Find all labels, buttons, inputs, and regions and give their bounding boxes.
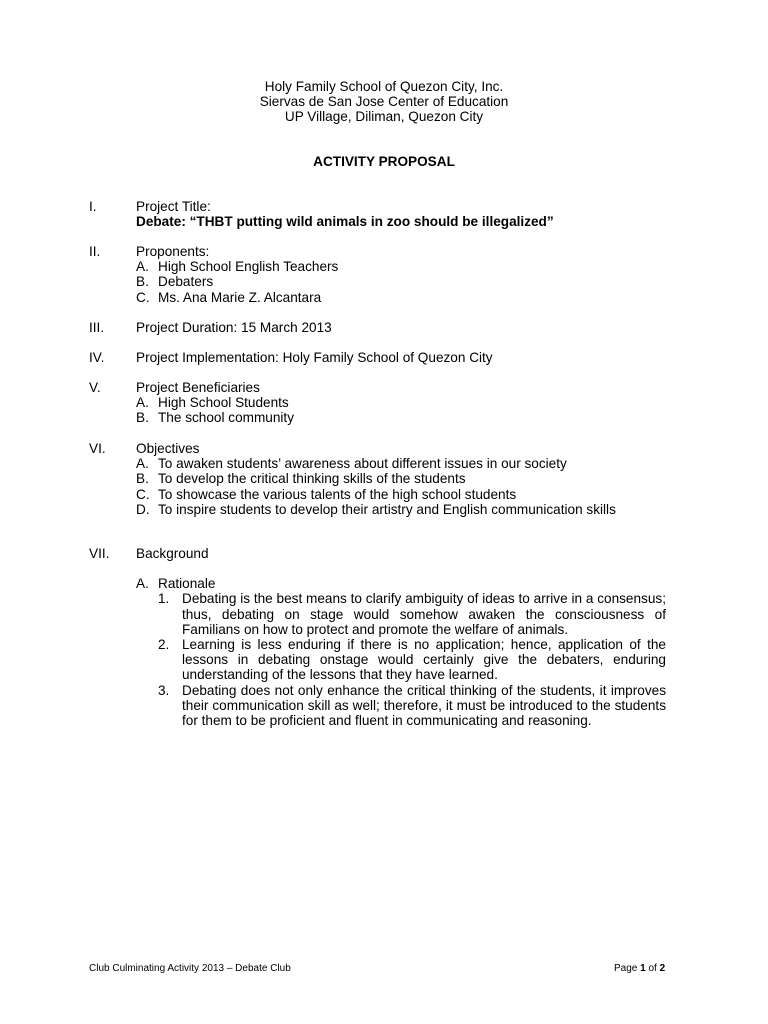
project-duration-text: Project Duration: 15 March 2013 <box>136 320 332 335</box>
rationale-item-text: Debating is the best means to clarify ambiguity of ideas to arrive in a consensus; thus, debating on stage would somehow awaken the consciousness of Familians on how to protect and promote the welfare of animals. <box>182 591 666 637</box>
school-address: UP Village, Diliman, Quezon City <box>284 109 484 125</box>
list-item <box>136 487 708 502</box>
project-implementation-text: Project Implementation: Holy Family School of Quezon City <box>136 350 493 365</box>
list-item-text: To inspire students to develop their artistry and English communication skills <box>158 501 616 517</box>
rationale-item <box>158 683 666 729</box>
list-item-text: The school community <box>158 410 294 426</box>
section-background <box>89 546 709 761</box>
list-item-text: Debaters <box>158 274 214 290</box>
section-project-title <box>89 199 709 230</box>
section-heading: Proponents: <box>136 244 210 259</box>
section-number: III. <box>89 320 105 335</box>
section-number: VI. <box>89 441 106 456</box>
current-page: 1 <box>640 963 646 974</box>
section-objectives <box>89 441 709 517</box>
list-item-label: A. <box>136 259 149 275</box>
rationale-item-text: Debating does not only enhance the critical thinking of the students, it improves their communication skill as well; therefore, it must be introduced to the students for them to be proficient and fluent in communicating and reasoning. <box>182 682 666 728</box>
section-heading: Objectives <box>136 441 200 456</box>
list-item-text: High School Students <box>158 395 289 411</box>
school-subtitle: Siervas de San Jose Center of Education <box>259 94 509 110</box>
section-project-implementation <box>89 350 709 366</box>
list-item-text: To showcase the various talents of the high school students <box>158 486 517 502</box>
section-heading: Project Title: <box>136 199 211 214</box>
section-heading: Background <box>136 546 209 561</box>
list-item-label: C. <box>136 289 150 305</box>
list-item <box>136 395 708 410</box>
list-item-text: To develop the critical thinking skills of the students <box>158 471 466 487</box>
list-item <box>136 259 708 274</box>
list-item-label: B. <box>136 471 149 487</box>
list-item-label: A. <box>136 456 149 472</box>
list-item-label: D. <box>136 501 150 517</box>
project-title-value: Debate: “THBT putting wild animals in zoo should be illegalized” <box>136 214 554 230</box>
rationale-item-number: 2. <box>158 636 170 652</box>
rationale-list <box>158 591 666 728</box>
page-mid: of <box>645 963 660 974</box>
section-proponents <box>89 244 709 305</box>
list-item-text: To awaken students’ awareness about different issues in our society <box>158 456 567 472</box>
list-item-label: C. <box>136 486 150 502</box>
section-project-beneficiaries <box>89 380 709 426</box>
list-item <box>136 290 708 305</box>
list-item <box>136 274 708 289</box>
school-header <box>0 79 768 125</box>
section-number: I. <box>89 199 97 214</box>
section-number: II. <box>89 244 101 259</box>
rationale-item-number: 1. <box>158 591 170 607</box>
list-item-label: A. <box>136 395 149 411</box>
school-name: Holy Family School of Quezon City, Inc. <box>264 79 504 94</box>
footer-club-text: Club Culminating Activity 2013 – Debate Club <box>89 963 291 974</box>
rationale-item <box>158 591 666 637</box>
list-item <box>136 456 708 471</box>
list-item-label: B. <box>136 410 149 426</box>
subsection-heading-row <box>136 576 708 591</box>
subsection-heading: Rationale <box>158 576 216 592</box>
footer-page-number <box>614 963 665 975</box>
list-item <box>136 410 708 425</box>
section-project-duration <box>89 320 709 336</box>
page-prefix: Page <box>614 963 641 974</box>
rationale-item-number: 3. <box>158 682 170 698</box>
rationale-item-text: Learning is less enduring if there is no application; hence, application of the lessons in debating onstage would certainly give the debaters, enduring understanding of the lessons that they have learned. <box>182 636 666 683</box>
list-item-text: High School English Teachers <box>158 259 339 275</box>
subsection-label: A. <box>136 576 149 592</box>
list-item <box>136 471 708 486</box>
list-item-label: B. <box>136 274 149 290</box>
document-title: ACTIVITY PROPOSAL <box>313 154 455 169</box>
list-item <box>136 502 708 517</box>
section-number: V. <box>89 380 101 395</box>
list-item-text: Ms. Ana Marie Z. Alcantara <box>158 289 322 305</box>
section-number: IV. <box>89 350 105 365</box>
section-heading: Project Beneficiaries <box>136 380 260 395</box>
rationale-item <box>158 637 666 683</box>
total-pages: 2 <box>659 963 666 974</box>
section-number: VII. <box>89 546 110 561</box>
